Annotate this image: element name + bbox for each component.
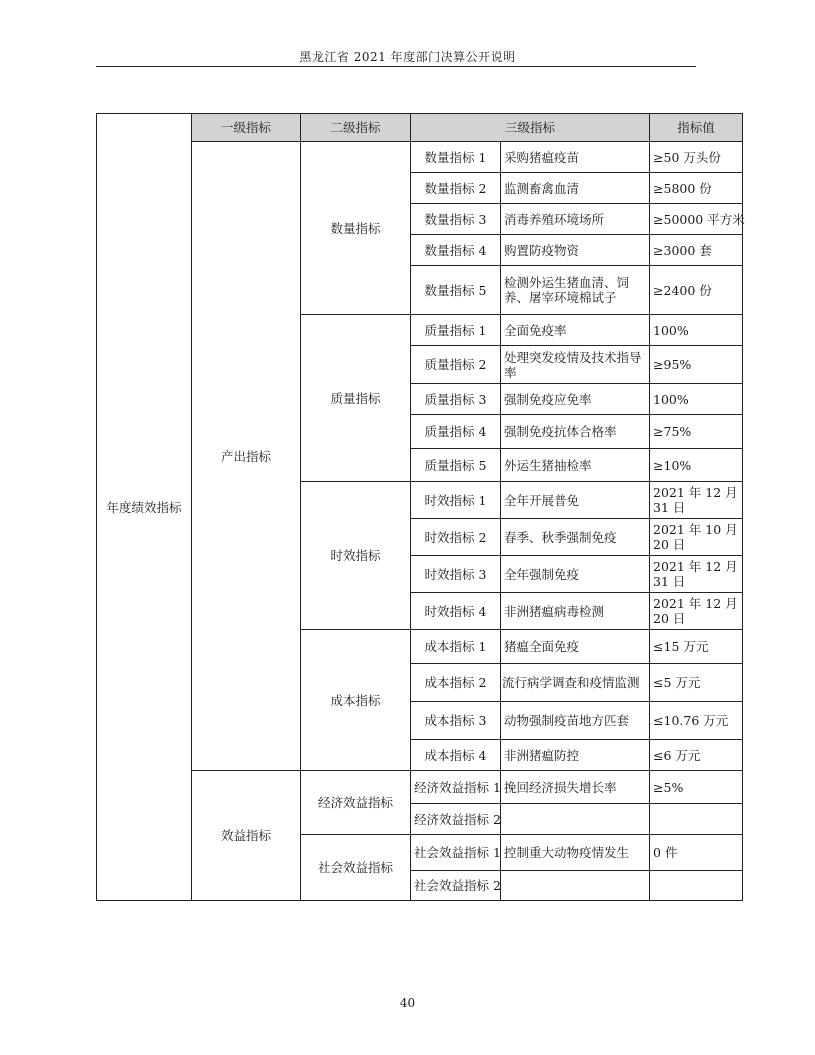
- indicator-value: [650, 871, 743, 901]
- indicator-value: ≤6 万元: [650, 740, 743, 771]
- performance-indicator-table: [96, 113, 743, 901]
- indicator-index: 质量指标 1: [411, 315, 501, 346]
- page-number: 40: [399, 996, 416, 1010]
- indicator-value: ≤15 万元: [650, 630, 743, 664]
- indicator-value: 100%: [650, 315, 743, 346]
- indicator-index: 经济效益指标 2: [411, 804, 501, 835]
- indicator-name: 动物强制疫苗地方匹套: [501, 702, 650, 740]
- indicator-name: 购置防疫物资: [501, 235, 650, 266]
- indicator-index: 成本指标 4: [411, 740, 501, 771]
- level2-cell: 经济效益指标: [301, 771, 411, 835]
- indicator-name: [501, 804, 650, 835]
- table-row: [97, 771, 743, 804]
- indicator-index: 社会效益指标 2: [411, 871, 501, 901]
- document-header-title: 黑龙江省 2021 年度部门决算公开说明: [299, 50, 516, 64]
- indicator-index: 质量指标 3: [411, 384, 501, 415]
- column-header: 二级指标: [301, 114, 411, 142]
- indicator-value: ≥50000 平方米: [650, 204, 743, 235]
- indicator-value: 2021 年 12 月 20 日: [650, 593, 743, 630]
- indicator-index: 数量指标 3: [411, 204, 501, 235]
- indicator-name: 春季、秋季强制免疫: [501, 519, 650, 556]
- indicator-index: 成本指标 1: [411, 630, 501, 664]
- indicator-index: 时效指标 3: [411, 556, 501, 593]
- indicator-name: [501, 871, 650, 901]
- indicator-value: ≥95%: [650, 346, 743, 384]
- column-header: 三级指标: [411, 114, 650, 142]
- indicator-value: ≥5800 份: [650, 173, 743, 204]
- indicator-value: ≤5 万元: [650, 664, 743, 702]
- indicator-index: 质量指标 2: [411, 346, 501, 384]
- indicator-index: 数量指标 5: [411, 266, 501, 315]
- level2-cell: 成本指标: [301, 630, 411, 771]
- indicator-value: ≥10%: [650, 449, 743, 482]
- indicator-name: 挽回经济损失增长率: [501, 771, 650, 804]
- indicator-name: 流行病学调查和疫情监测: [501, 664, 650, 702]
- indicator-value: ≥3000 套: [650, 235, 743, 266]
- indicator-value: ≤10.76 万元: [650, 702, 743, 740]
- indicator-name: 采购猪瘟疫苗: [501, 142, 650, 173]
- level2-cell: 数量指标: [301, 142, 411, 315]
- indicator-name: 控制重大动物疫情发生: [501, 835, 650, 871]
- indicator-name: 处理突发疫情及技术指导率: [501, 346, 650, 384]
- indicator-index: 质量指标 5: [411, 449, 501, 482]
- level2-cell: 时效指标: [301, 482, 411, 630]
- indicator-value: 100%: [650, 384, 743, 415]
- indicator-index: 社会效益指标 1: [411, 835, 501, 871]
- level1-cell: 效益指标: [192, 771, 301, 901]
- indicator-index: 成本指标 3: [411, 702, 501, 740]
- indicator-index: 数量指标 1: [411, 142, 501, 173]
- indicator-name: 全年开展普免: [501, 482, 650, 519]
- indicator-value: [650, 804, 743, 835]
- indicator-value: 2021 年 12 月 31 日: [650, 556, 743, 593]
- table-header-row: [97, 114, 743, 142]
- level2-cell: 社会效益指标: [301, 835, 411, 901]
- indicator-index: 质量指标 4: [411, 415, 501, 449]
- indicator-value: ≥75%: [650, 415, 743, 449]
- indicator-name: 消毒养殖环境场所: [501, 204, 650, 235]
- indicator-index: 时效指标 4: [411, 593, 501, 630]
- indicator-name: 强制免疫应免率: [501, 384, 650, 415]
- indicator-name: 监测畜禽血清: [501, 173, 650, 204]
- level2-cell: 质量指标: [301, 315, 411, 482]
- indicator-name: 非洲猪瘟防控: [501, 740, 650, 771]
- indicator-index: 时效指标 2: [411, 519, 501, 556]
- indicator-value: 2021 年 10 月 20 日: [650, 519, 743, 556]
- indicator-index: 经济效益指标 1: [411, 771, 501, 804]
- indicator-name: 外运生猪抽检率: [501, 449, 650, 482]
- column-header: 一级指标: [192, 114, 301, 142]
- indicator-value: 2021 年 12 月 31 日: [650, 482, 743, 519]
- indicator-index: 时效指标 1: [411, 482, 501, 519]
- indicator-index: 成本指标 2: [411, 664, 501, 702]
- indicator-name: 猪瘟全面免疫: [501, 630, 650, 664]
- root-indicator-cell: 年度绩效指标: [97, 114, 192, 901]
- indicator-value: 0 件: [650, 835, 743, 871]
- table-row: [97, 142, 743, 173]
- indicator-value: ≥50 万头份: [650, 142, 743, 173]
- indicator-index: 数量指标 4: [411, 235, 501, 266]
- indicator-value: ≥5%: [650, 771, 743, 804]
- indicator-value: ≥2400 份: [650, 266, 743, 315]
- level1-cell: 产出指标: [192, 142, 301, 771]
- indicator-name: 强制免疫抗体合格率: [501, 415, 650, 449]
- indicator-index: 数量指标 2: [411, 173, 501, 204]
- column-header: 指标值: [650, 114, 743, 142]
- indicator-name: 非洲猪瘟病毒检测: [501, 593, 650, 630]
- header-rule: [96, 66, 696, 67]
- indicator-name: 检测外运生猪血清、饲养、屠宰环境棉试子: [501, 266, 650, 315]
- indicator-name: 全年强制免疫: [501, 556, 650, 593]
- indicator-name: 全面免疫率: [501, 315, 650, 346]
